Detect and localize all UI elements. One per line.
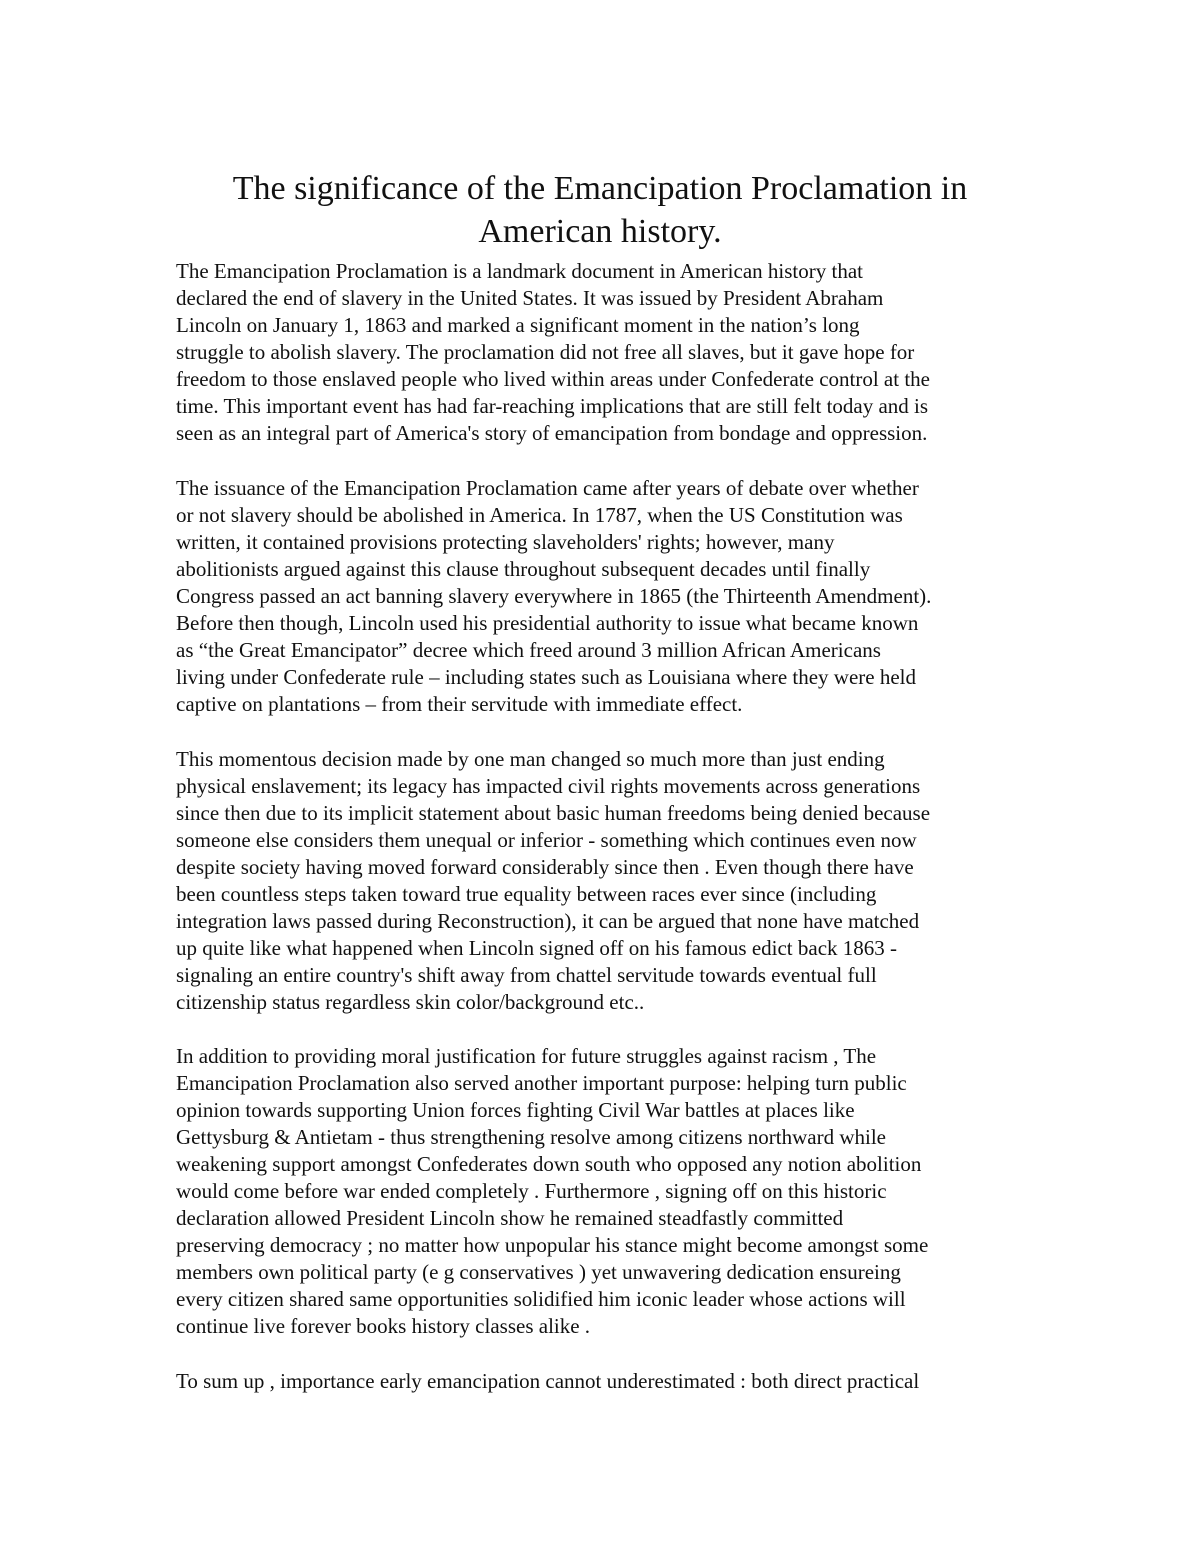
title-line: The significance of the Emancipation Proclamation in [232, 170, 968, 207]
text-line: integration laws passed during Reconstruction), it can be argued that none have matched [176, 909, 920, 933]
text-line: abolitionists argued against this clause throughout subsequent decades until finally [176, 557, 871, 581]
text-line: continue live forever books history classes alike . [176, 1314, 591, 1338]
text-line: been countless steps taken toward true equality between races ever since (including [176, 882, 877, 906]
text-line: weakening support amongst Confederates down south who opposed any notion abolition [176, 1152, 922, 1176]
paragraph-5 [176, 1368, 1036, 1395]
text-line: The issuance of the Emancipation Proclamation came after years of debate over whether [176, 476, 919, 500]
text-line: every citizen shared same opportunities solidified him iconic leader whose actions will [176, 1287, 906, 1311]
paragraph-1 [176, 258, 1036, 447]
paragraph-4 [176, 1043, 1036, 1340]
text-line: despite society having moved forward considerably since then . Even though there have [176, 855, 914, 879]
text-line: signaling an entire country's shift away from chattel servitude towards eventual full [176, 963, 877, 987]
text-line: citizenship status regardless skin color/background etc.. [176, 990, 645, 1014]
text-line: opinion towards supporting Union forces fighting Civil War battles at places like [176, 1098, 855, 1122]
text-line: The Emancipation Proclamation is a landmark document in American history that [176, 259, 863, 283]
text-line: members own political party (e g conservatives ) yet unwavering dedication ensureing [176, 1260, 901, 1284]
text-line: To sum up , importance early emancipation cannot underestimated : both direct practical [176, 1369, 920, 1393]
text-line: seen as an integral part of America's story of emancipation from bondage and oppression. [176, 421, 928, 445]
document-title [150, 167, 1050, 253]
text-line: This momentous decision made by one man changed so much more than just ending [176, 747, 885, 771]
text-line: written, it contained provisions protecting slaveholders' rights; however, many [176, 530, 835, 554]
text-line: time. This important event has had far-reaching implications that are still felt today and is [176, 394, 929, 418]
text-line: declared the end of slavery in the United States. It was issued by President Abraham [176, 286, 884, 310]
text-line: as “the Great Emancipator” decree which freed around 3 million African Americans [176, 638, 881, 662]
text-line: declaration allowed President Lincoln show he remained steadfastly committed [176, 1206, 844, 1230]
text-line: struggle to abolish slavery. The proclamation did not free all slaves, but it gave hope for [176, 340, 915, 364]
text-line: In addition to providing moral justification for future struggles against racism , The [176, 1044, 877, 1068]
text-line: captive on plantations – from their servitude with immediate effect. [176, 692, 743, 716]
paragraph-3 [176, 746, 1036, 1016]
title-line: American history. [478, 213, 722, 250]
text-line: would come before war ended completely . Furthermore , signing off on this historic [176, 1179, 887, 1203]
text-line: Lincoln on January 1, 1863 and marked a significant moment in the nation’s long [176, 313, 860, 337]
text-line: since then due to its implicit statement about basic human freedoms being denied because [176, 801, 931, 825]
text-line: or not slavery should be abolished in America. In 1787, when the US Constitution was [176, 503, 903, 527]
text-line: up quite like what happened when Lincoln signed off on his famous edict back 1863 - [176, 936, 898, 960]
paragraph-2 [176, 475, 1036, 718]
text-line: living under Confederate rule – including states such as Louisiana where they were held [176, 665, 917, 689]
text-line: someone else considers them unequal or inferior - something which continues even now [176, 828, 917, 852]
text-line: Congress passed an act banning slavery everywhere in 1865 (the Thirteenth Amendment). [176, 584, 932, 608]
text-line: physical enslavement; its legacy has impacted civil rights movements across generations [176, 774, 921, 798]
text-line: preserving democracy ; no matter how unpopular his stance might become amongst some [176, 1233, 929, 1257]
text-line: freedom to those enslaved people who lived within areas under Confederate control at the [176, 367, 930, 391]
text-line: Gettysburg & Antietam - thus strengthening resolve among citizens northward while [176, 1125, 886, 1149]
text-line: Emancipation Proclamation also served another important purpose: helping turn public [176, 1071, 907, 1095]
text-line: Before then though, Lincoln used his presidential authority to issue what became known [176, 611, 919, 635]
